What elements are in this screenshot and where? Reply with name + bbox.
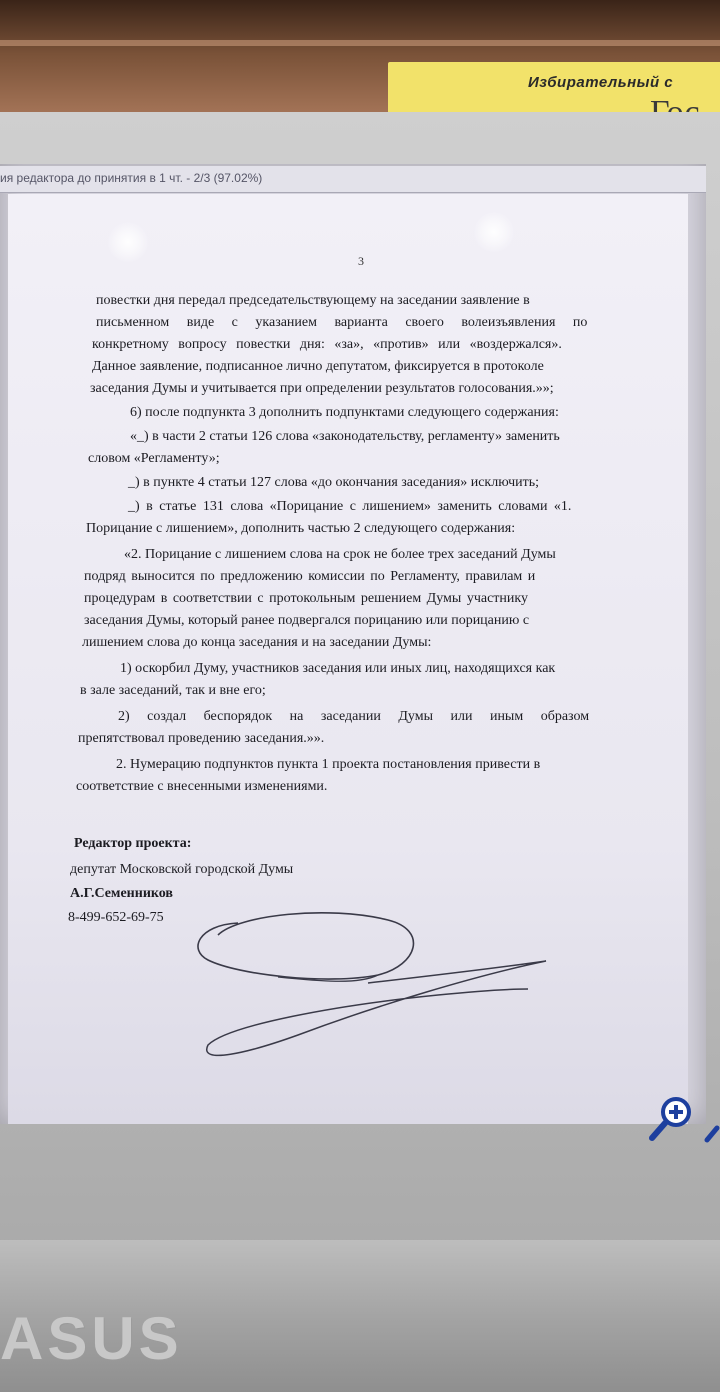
paragraph-line: повестки дня передал председательствующему на заседании заявление в: [96, 293, 530, 308]
signature-role: депутат Московской городской Думы: [70, 862, 294, 877]
paragraph-line: «_) в части 2 статьи 126 слова «законодательству, регламенту» заменить: [130, 429, 560, 444]
desk-edge: [0, 40, 720, 46]
signature-phone: 8-499-652-69-75: [68, 910, 164, 925]
paragraph-line: 2) создал беспорядок на заседании Думы или иным образом: [118, 709, 590, 724]
light-glare: [108, 222, 148, 262]
page-number: 3: [358, 254, 364, 268]
nameplate-line1: Избирательный с: [528, 74, 674, 91]
paragraph-line: _) в пункте 4 статьи 127 слова «до окончания заседания» исключить;: [128, 475, 540, 490]
paragraph-line: Порицание с лишением», дополнить частью 2 следующего содержания:: [86, 521, 516, 536]
paragraph-line: «2. Порицание с лишением слова на срок не более трех заседаний Думы: [124, 547, 556, 562]
paragraph-line: письменном виде с указанием варианта своего волеизъявления по: [96, 315, 588, 330]
paragraph-line: заседания Думы и учитывается при определении результатов голосования.»»;: [90, 381, 554, 396]
viewer-titlebar: [0, 166, 706, 193]
paragraph-line: словом «Регламенту»;: [88, 451, 220, 466]
signature-heading: Редактор проекта:: [74, 836, 192, 851]
paragraph-line: процедурам в соответствии с протокольным решением Думы участнику: [84, 591, 528, 606]
light-glare: [474, 212, 514, 252]
paragraph-line: подряд выносится по предложению комиссии по Регламенту, правилам и: [84, 569, 536, 584]
paragraph-line: 2. Нумерацию подпунктов пункта 1 проекта постановления привести в: [116, 757, 541, 772]
paragraph-line: лишением слова до конца заседания и на заседании Думы:: [82, 635, 432, 650]
viewer-title: ия редактора до принятия в 1 чт. - 2/3 (97.02%): [0, 171, 263, 185]
monitor-brand-logo: ASUS: [0, 1305, 183, 1372]
paragraph-line: _) в статье 131 слова «Порицание с лишением» заменить словами «1.: [128, 499, 572, 514]
zoom-in-icon[interactable]: [646, 1094, 696, 1144]
handwritten-signature: [178, 905, 578, 1065]
paragraph-line: заседания Думы, который ранее подвергался порицанию или порицанию с: [84, 613, 530, 628]
paragraph-line: конкретному вопросу повестки дня: «за», «против» или «воздержался».: [92, 337, 562, 352]
paragraph-line: Данное заявление, подписанное лично депутатом, фиксируется в протоколе: [92, 359, 544, 374]
paragraph-line: 1) оскорбил Думу, участников заседания или иных лиц, находящихся как: [120, 661, 556, 676]
zoom-out-icon[interactable]: [703, 1124, 720, 1144]
paragraph-line: в зале заседаний, так и вне его;: [80, 683, 266, 698]
paragraph-line: 6) после подпункта 3 дополнить подпунктами следующего содержания:: [130, 405, 559, 420]
paragraph-line: препятствовал проведению заседания.»».: [78, 731, 325, 746]
signature-name: А.Г.Семенников: [70, 886, 173, 901]
paragraph-line: соответствие с внесенными изменениями.: [76, 779, 328, 794]
monitor: [0, 112, 720, 1372]
monitor-bezel: [0, 1240, 720, 1392]
